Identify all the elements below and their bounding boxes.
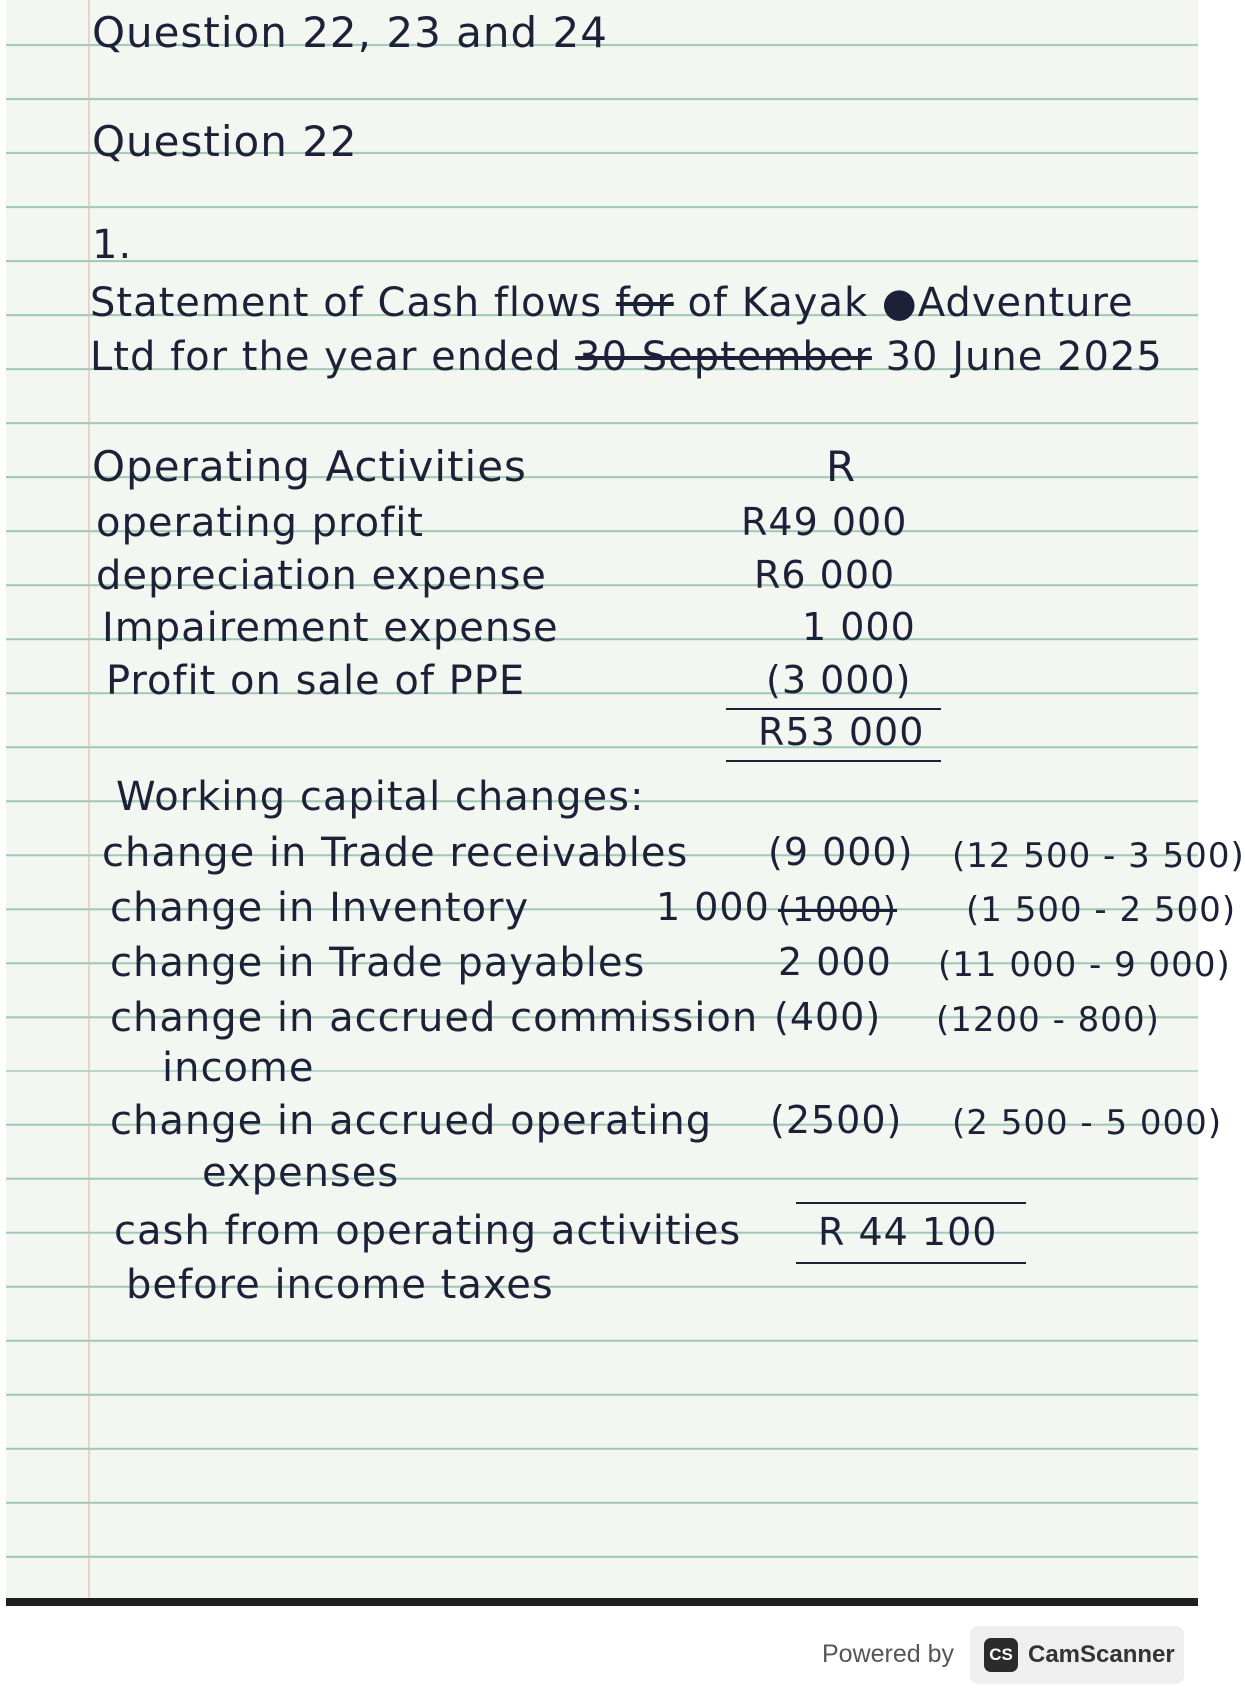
- operating-item-label: Profit on sale of PPE: [106, 658, 526, 704]
- title-part: 30 June 2025: [871, 334, 1163, 380]
- camscanner-logo-icon: CS: [984, 1638, 1018, 1672]
- wc-item-label: change in accrued commission: [110, 995, 759, 1041]
- operating-subtotal: R53 000: [758, 710, 925, 754]
- wc-item-label: change in accrued operating: [110, 1098, 713, 1144]
- wc-item-calculation: (1 500 - 2 500): [966, 890, 1237, 930]
- item-number: 1.: [92, 222, 133, 268]
- operating-item-amount: R49 000: [741, 500, 908, 544]
- title-struck-word: for: [615, 280, 674, 326]
- camscanner-name: CamScanner: [1028, 1641, 1175, 1668]
- currency-column-header: R: [826, 442, 857, 491]
- wc-item-label-continued: expenses: [202, 1150, 400, 1196]
- notebook-page: [6, 0, 1245, 1605]
- wc-item-calculation: (2 500 - 5 000): [952, 1103, 1223, 1143]
- title-part: Adventure: [917, 280, 1134, 326]
- wc-item-calculation: (12 500 - 3 500): [952, 836, 1245, 876]
- title-part: Statement of Cash flows: [90, 280, 616, 326]
- operating-item-label: operating profit: [96, 500, 424, 546]
- heading-questions: Question 22, 23 and 24: [92, 8, 608, 57]
- wc-item-amount: 1 000: [656, 885, 770, 929]
- wc-item-amount: (2500): [770, 1098, 903, 1142]
- total-label-continued: before income taxes: [126, 1262, 554, 1308]
- total-rule-top: [796, 1202, 1026, 1204]
- operating-item-label: depreciation expense: [96, 553, 547, 599]
- wc-item-label: change in Trade receivables: [102, 830, 689, 876]
- wc-item-label: change in Trade payables: [110, 940, 646, 986]
- operating-item-amount: (3 000): [766, 658, 912, 702]
- working-capital-header: Working capital changes:: [116, 774, 645, 820]
- wc-item-label-continued: income: [162, 1045, 315, 1091]
- wc-item-calculation: (11 000 - 9 000): [938, 945, 1231, 985]
- statement-title-line2: [90, 334, 1163, 380]
- title-part: Ltd for the year ended: [90, 334, 576, 380]
- heading-question-22: Question 22: [92, 117, 358, 166]
- page-bottom-edge: [6, 1598, 1198, 1606]
- total-label: cash from operating activities: [114, 1208, 742, 1254]
- camscanner-badge[interactable]: [970, 1626, 1184, 1684]
- powered-by-text: Powered by: [822, 1640, 955, 1668]
- wc-item-struck-amount: (1000): [778, 890, 898, 930]
- statement-title-line1: [90, 280, 1134, 326]
- wc-item-amount: 2 000: [778, 940, 892, 984]
- wc-item-calculation: (1200 - 800): [936, 1000, 1160, 1040]
- operating-item-amount: 1 000: [802, 605, 916, 649]
- title-struck-date: 30 September: [575, 334, 872, 380]
- title-part: of Kayak: [673, 280, 882, 326]
- total-rule-bottom: [796, 1262, 1026, 1264]
- wc-item-amount: (400): [774, 995, 882, 1039]
- subtotal-rule-bottom: [726, 760, 941, 762]
- operating-activities-header: Operating Activities: [92, 442, 527, 491]
- page-margin-line: [88, 0, 90, 1605]
- operating-item-amount: R6 000: [754, 553, 896, 597]
- scribble-mark: ●: [881, 280, 918, 326]
- total-amount: R 44 100: [818, 1210, 998, 1254]
- operating-item-label: Impairement expense: [102, 605, 559, 651]
- wc-item-amount: (9 000): [768, 830, 914, 874]
- wc-item-label: change in Inventory: [110, 885, 530, 931]
